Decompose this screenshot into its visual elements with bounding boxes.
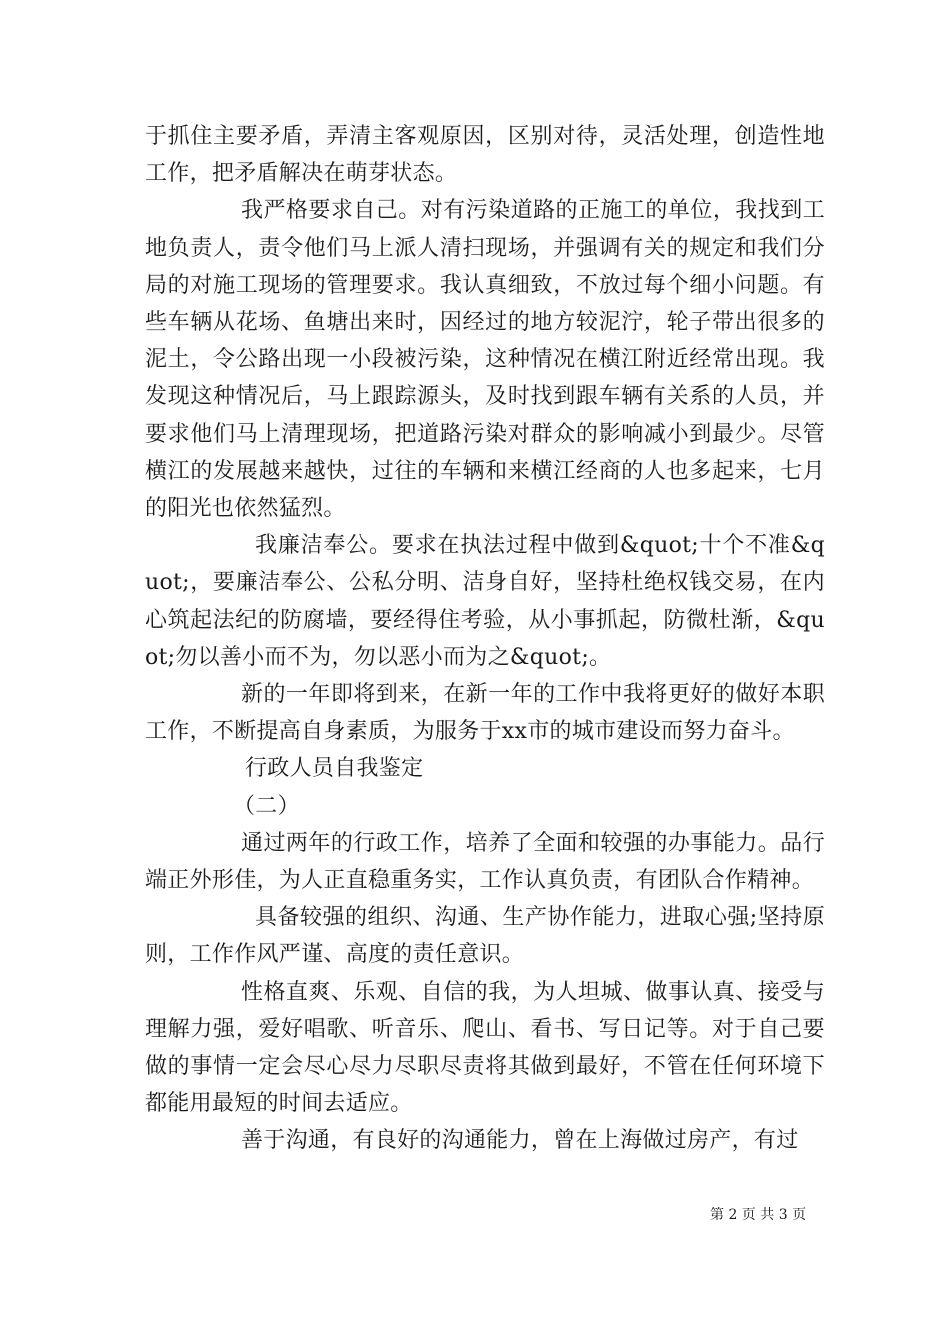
paragraph-admin-work: 通过两年的行政工作，培养了全面和较强的办事能力。品行端正外形佳，为人正直稳重务实，工作认真负责，有团队合作精神。 bbox=[145, 830, 825, 894]
paragraph-communication: 善于沟通，有良好的沟通能力，曾在上海做过房产，有过 bbox=[241, 1128, 799, 1154]
paragraph-integrity: 我廉洁奉公。要求在执法过程中做到&quot;十个不准&quot;，要廉洁奉公、公私分明、洁身自好，坚持杜绝权钱交易，在内心筑起法纪的防腐墙，要经得住考验，从小事抓起，防微杜渐，&quot;勿以善小而不为，勿以恶小而为之&quot;。 bbox=[145, 533, 825, 670]
paragraph-self-discipline: 我严格要求自己。对有污染道路的正施工的单位，我找到工地负责人，责令他们马上派人清扫现场，并强调有关的规定和我们分局的对施工现场的管理要求。我认真细致，不放过每个细小问题。有些车辆从花场、鱼塘出来时，因经过的地方较泥泞，轮子带出很多的泥土，令公路出现一小段被污染，这种情况在横江附近经常出现。我发现这种情况后，马上跟踪源头，及时找到跟车辆有关系的人员，并要求他们马上清理现场，把道路污染对群众的影响减小到最少。尽管横江的发展越来越快，过往的车辆和来横江经商的人也多起来，七月的阳光也依然猛烈。 bbox=[145, 198, 825, 522]
section-heading: 行政人员自我鉴定 bbox=[245, 756, 424, 782]
document-body bbox=[145, 118, 825, 1160]
paragraph-new-year: 新的一年即将到来，在新一年的工作中我将更好的做好本职工作，不断提高自身素质，为服务于xx市的城市建设而努力奋斗。 bbox=[145, 682, 825, 745]
paragraph-personality: 性格直爽、乐观、自信的我，为人坦城、做事认真、接受与理解力强，爱好唱歌、听音乐、爬山、看书、写日记等。对于自己要做的事情一定会尽心尽力尽职尽责将其做到最好，不管在任何环境下都能用最短的时间去适应。 bbox=[145, 979, 825, 1117]
paragraph-continuation: 于抓住主要矛盾，弄清主客观原因，区别对待，灵活处理，创造性地工作，把矛盾解决在萌芽状态。 bbox=[145, 124, 825, 187]
paragraph-abilities: 具备较强的组织、沟通、生产协作能力，进取心强;坚持原则，工作作风严谨、高度的责任意识。 bbox=[145, 905, 825, 968]
page-number: 第 2 页 共 3 页 bbox=[710, 1207, 807, 1223]
section-subheading: （二） bbox=[233, 793, 300, 819]
